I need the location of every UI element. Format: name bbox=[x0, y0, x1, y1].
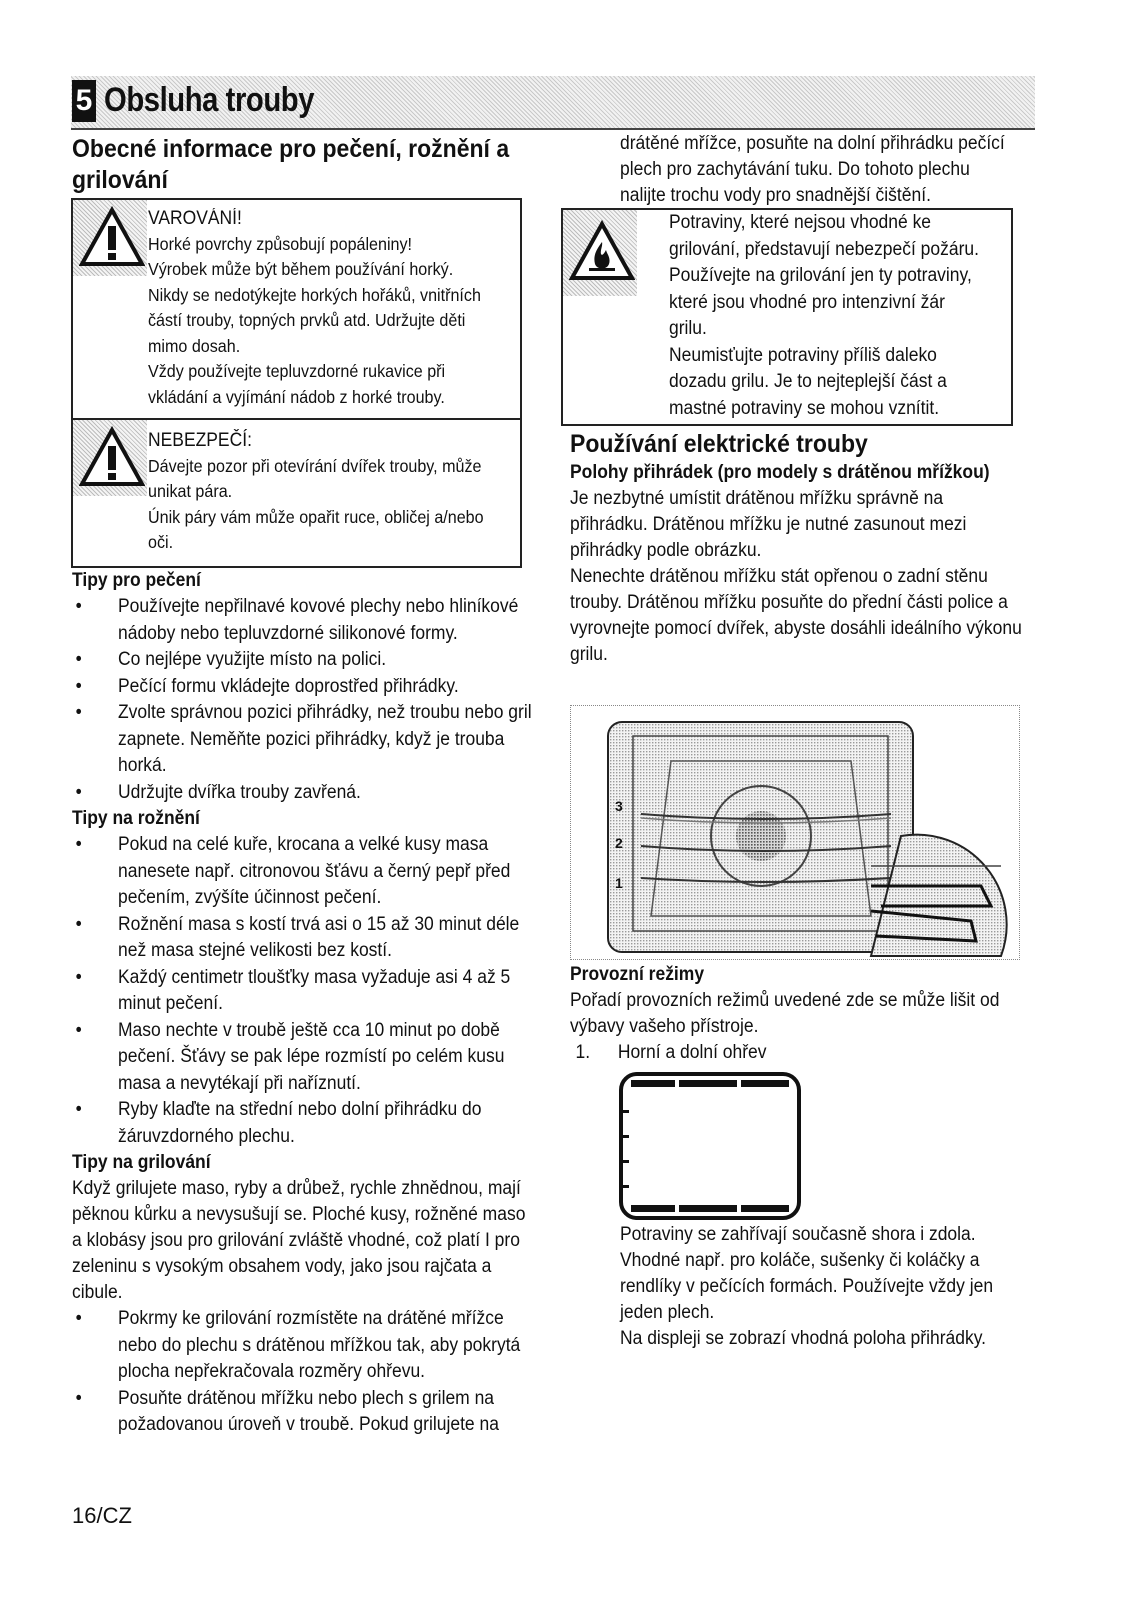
list-item: • Pokud na celé kuře, krocana a velké kusy masa nanesete např. citronovou šťávu a černý pepř před pečením, zvýšíte účinnost pečení. bbox=[72, 832, 532, 912]
danger-line: Únik páry vám může opařit ruce, obličej a/nebo bbox=[148, 506, 484, 527]
list-item: • Ryby klaďte na střední nebo dolní přihrádku do žáruvzdorného plechu. bbox=[72, 1097, 532, 1150]
list-item: • Rožnění masa s kostí trvá asi o 15 až 30 minut déle než masa stejné velikosti bez kostí. bbox=[72, 912, 532, 965]
mode-item-1 bbox=[570, 1040, 1025, 1066]
warning-line: Horké povrchy způsobují popáleniny! bbox=[148, 233, 413, 254]
fire-warning-line: Neumisťujte potraviny příliš daleko bbox=[669, 344, 937, 366]
operating-modes-intro: Pořadí provozních režimů uvedené zde se může lišit od výbavy vašeho přístroje. bbox=[570, 990, 1000, 1037]
warning-line: vkládání a vyjímání nádob z horké trouby. bbox=[148, 386, 445, 407]
danger-line: oči. bbox=[148, 532, 174, 552]
danger-triangle-icon bbox=[79, 426, 145, 488]
oven-diagram bbox=[571, 706, 1020, 960]
electric-oven-heading: Používání elektrické trouby bbox=[570, 430, 868, 458]
list-item: • Zvolte správnou pozici přihrádky, než troubu nebo gril zapnete. Neměňte pozici přihrádky, když je trouba horká. bbox=[72, 700, 532, 780]
fire-warning-line: mastné potraviny se mohou vznítit. bbox=[669, 397, 940, 419]
list-item: • Každý centimetr tloušťky masa vyžaduje asi 4 až 5 minut pečení. bbox=[72, 965, 532, 1018]
shelf-text-2: Nenechte drátěnou mřížku stát opřenou o zadní stěnu trouby. Drátěnou mřížku posuňte do přední části police a vyrovnejte pomocí dvířek, abyste dosáhli ideálního výkonu grilu. bbox=[570, 566, 1022, 665]
section-number: 5 bbox=[72, 80, 96, 122]
mode-description bbox=[620, 1222, 1025, 1352]
fire-warning-line: grilování, představují nebezpečí požáru. bbox=[669, 238, 979, 260]
mode-title: Horní a dolní ohřev bbox=[617, 1042, 767, 1063]
warning-line: Nikdy se nedotýkejte horkých hořáků, vnitřních bbox=[148, 284, 481, 305]
mode-description-1: Potraviny se zahřívají současně shora i zdola. Vhodné např. pro koláče, sušenky či koláčky a rendlíky v pečících formách. Používejte vždy jen jeden plech. bbox=[620, 1224, 994, 1323]
danger-box bbox=[71, 418, 522, 568]
shelf-level-label: 3 bbox=[615, 798, 623, 814]
shelf-level-label: 1 bbox=[615, 875, 623, 891]
top-bottom-heat-icon bbox=[617, 1070, 803, 1222]
fire-warning-icon bbox=[569, 220, 635, 282]
warning-box bbox=[71, 198, 522, 420]
section-title: Obsluha trouby bbox=[104, 81, 315, 119]
right-text-flow bbox=[570, 429, 1025, 668]
fire-warning-box bbox=[561, 208, 1013, 426]
warning-line: částí trouby, topných prvků atd. Udržujte děti bbox=[148, 310, 466, 330]
warning-line: Vždy používejte tepluvzdorné rukavice při bbox=[148, 361, 446, 381]
warning-title: VAROVÁNÍ! bbox=[148, 208, 242, 229]
list-item: • Maso nechte v troubě ještě cca 10 minut po době pečení. Šťávy se pak lépe rozmístí po celém kusu masa a nevytékají při naříznutí. bbox=[72, 1018, 532, 1098]
list-item: • Posuňte drátěnou mřížku nebo plech s grilem na požadovanou úroveň v troubě. Pokud grilujete na bbox=[72, 1386, 532, 1439]
baking-tips-list bbox=[72, 594, 532, 806]
shelf-positions-title: Polohy přihrádek (pro modely s drátěnou mřížkou) bbox=[570, 462, 990, 483]
warning-line: Výrobek může být během používání horký. bbox=[148, 259, 454, 279]
mode-number: 1. bbox=[575, 1042, 591, 1063]
mode-description-2: Na displeji se zobrazí vhodná poloha přihrádky. bbox=[620, 1328, 987, 1349]
operating-modes-block bbox=[570, 962, 1025, 1066]
list-item: • Pečící formu vkládejte doprostřed přihrádky. bbox=[72, 674, 532, 701]
roasting-tips-title: Tipy na rožnění bbox=[72, 808, 200, 829]
grill-tips-list bbox=[72, 1306, 532, 1439]
list-item: • Používejte nepřilnavé kovové plechy nebo hliníkové nádoby nebo tepluvzdorné silikonové formy. bbox=[72, 594, 532, 647]
oven-shelf-illustration bbox=[570, 705, 1020, 960]
danger-title: NEBEZPEČÍ: bbox=[148, 430, 252, 451]
left-heading: Obecné informace pro pečení, rožnění a grilování bbox=[72, 135, 510, 194]
operating-modes-title: Provozní režimy bbox=[570, 964, 705, 985]
fire-warning-line: Potraviny, které nejsou vhodné ke bbox=[669, 212, 932, 233]
warning-triangle-icon bbox=[79, 206, 145, 268]
page-number: 16/CZ bbox=[72, 1503, 132, 1528]
danger-line: Dávejte pozor při otevírání dvířek trouby, může bbox=[148, 455, 482, 476]
baking-tips-title: Tipy pro pečení bbox=[72, 570, 201, 591]
fire-warning-line: grilu. bbox=[669, 318, 707, 339]
list-item: • Pokrmy ke grilování rozmístěte na drátěné mřížce nebo do plechu s drátěnou mřížkou tak, aby pokrytá plocha nepřekračovala rozměry ohřevu. bbox=[72, 1306, 532, 1386]
danger-line: unikat pára. bbox=[148, 481, 233, 501]
fire-warning-line: dozadu grilu. Je to nejteplejší část a bbox=[669, 371, 947, 392]
grill-tips-intro: Když grilujete maso, ryby a drůbež, rychle zhnědnou, mají pěknou kůrku a nevysušují se. Ploché kusy, rožněné maso a klobásy jsou pro grilování zvláště vhodné, což platí I pro zeleninu s vysokým obsahem vody, jako jsou rajčata a cibule. bbox=[72, 1178, 526, 1303]
fire-warning-line: Používejte na grilování jen ty potraviny, bbox=[669, 265, 972, 286]
shelf-text-1: Je nezbytné umístit drátěnou mřížku správně na přihrádku. Drátěnou mřížku je nutné zasunout mezi přihrádky podle obrázku. bbox=[570, 488, 967, 561]
fire-warning-line: které jsou vhodné pro intenzivní žár bbox=[669, 291, 945, 313]
grill-tips-title: Tipy na grilování bbox=[72, 1152, 211, 1173]
roasting-tips-list bbox=[72, 832, 532, 1150]
list-item: • Udržujte dvířka trouby zavřená. bbox=[72, 780, 532, 807]
right-continuation: drátěné mřížce, posuňte na dolní přihrádku pečící plech pro zachytávání tuku. Do tohoto plechu nalijte trochu vody pro snadnější čištění. bbox=[620, 133, 1005, 206]
warning-line: mimo dosah. bbox=[148, 335, 241, 356]
left-text-flow bbox=[72, 568, 532, 1439]
shelf-level-label: 2 bbox=[615, 835, 623, 851]
list-item: • Co nejlépe využijte místo na polici. bbox=[72, 647, 532, 674]
